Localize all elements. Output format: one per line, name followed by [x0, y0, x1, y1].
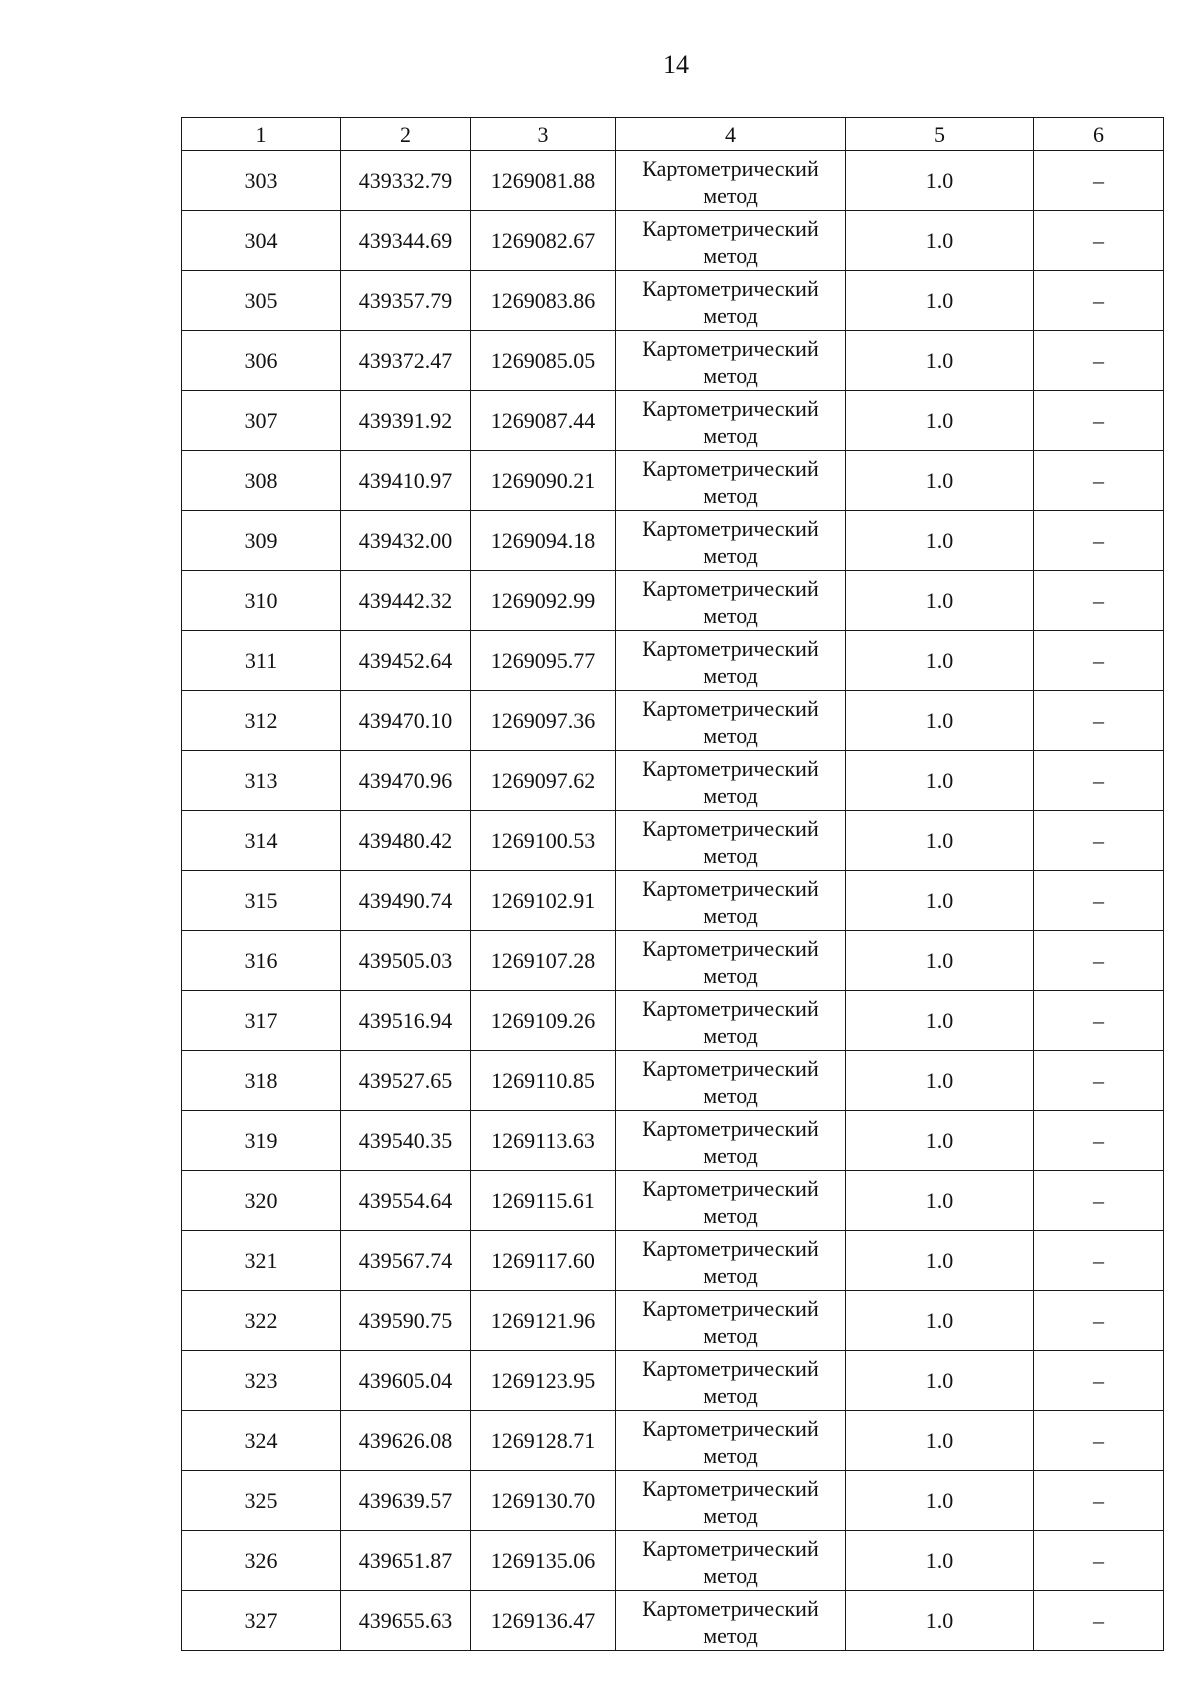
method-cell — [616, 1231, 846, 1291]
table-row — [182, 1111, 1164, 1171]
table-body — [182, 151, 1164, 1651]
coordinate-x-cell: 439344.69 — [341, 211, 471, 271]
method-line-2: метод — [703, 1262, 758, 1288]
method-line-2: метод — [703, 1202, 758, 1228]
header-col-1: 1 — [182, 118, 341, 151]
note-cell: – — [1034, 1411, 1164, 1471]
method-cell — [616, 571, 846, 631]
coordinate-x-cell: 439470.96 — [341, 751, 471, 811]
accuracy-cell: 1.0 — [846, 811, 1034, 871]
method-line-2: метод — [703, 722, 758, 748]
table-row — [182, 751, 1164, 811]
method-line-2: метод — [703, 602, 758, 628]
coordinate-x-cell: 439470.10 — [341, 691, 471, 751]
method-cell — [616, 931, 846, 991]
method-cell — [616, 1351, 846, 1411]
method-cell — [616, 1531, 846, 1591]
method-line-1: Картометрический — [642, 215, 819, 241]
coordinate-x-cell: 439480.42 — [341, 811, 471, 871]
method-line-1: Картометрический — [642, 995, 819, 1021]
coordinate-x-cell: 439410.97 — [341, 451, 471, 511]
coordinate-x-cell: 439490.74 — [341, 871, 471, 931]
accuracy-cell: 1.0 — [846, 1411, 1034, 1471]
point-number-cell: 313 — [182, 751, 341, 811]
method-line-1: Картометрический — [642, 575, 819, 601]
method-line-2: метод — [703, 242, 758, 268]
coordinate-x-cell: 439651.87 — [341, 1531, 471, 1591]
coordinate-y-cell: 1269100.53 — [471, 811, 616, 871]
method-line-2: метод — [703, 1382, 758, 1408]
coordinate-x-cell: 439372.47 — [341, 331, 471, 391]
accuracy-cell: 1.0 — [846, 751, 1034, 811]
accuracy-cell: 1.0 — [846, 991, 1034, 1051]
method-line-2: метод — [703, 1442, 758, 1468]
method-line-1: Картометрический — [642, 1595, 819, 1621]
table-header-row — [182, 118, 1164, 151]
method-line-1: Картометрический — [642, 1115, 819, 1141]
coordinate-x-cell: 439442.32 — [341, 571, 471, 631]
method-line-2: метод — [703, 782, 758, 808]
accuracy-cell: 1.0 — [846, 1051, 1034, 1111]
table-row — [182, 931, 1164, 991]
coordinate-y-cell: 1269115.61 — [471, 1171, 616, 1231]
coordinate-y-cell: 1269092.99 — [471, 571, 616, 631]
coordinate-y-cell: 1269087.44 — [471, 391, 616, 451]
table-row — [182, 691, 1164, 751]
method-line-1: Картометрический — [642, 1415, 819, 1441]
header-col-5: 5 — [846, 118, 1034, 151]
coordinate-x-cell: 439505.03 — [341, 931, 471, 991]
coordinate-x-cell: 439391.92 — [341, 391, 471, 451]
method-line-2: метод — [703, 842, 758, 868]
accuracy-cell: 1.0 — [846, 1531, 1034, 1591]
accuracy-cell: 1.0 — [846, 871, 1034, 931]
method-cell — [616, 211, 846, 271]
method-line-1: Картометрический — [642, 455, 819, 481]
method-line-1: Картометрический — [642, 815, 819, 841]
method-cell — [616, 511, 846, 571]
coordinate-y-cell: 1269085.05 — [471, 331, 616, 391]
coordinate-x-cell: 439432.00 — [341, 511, 471, 571]
method-line-1: Картометрический — [642, 515, 819, 541]
point-number-cell: 305 — [182, 271, 341, 331]
point-number-cell: 312 — [182, 691, 341, 751]
table-row — [182, 1411, 1164, 1471]
method-cell — [616, 1051, 846, 1111]
point-number-cell: 326 — [182, 1531, 341, 1591]
method-line-2: метод — [703, 662, 758, 688]
method-line-2: метод — [703, 302, 758, 328]
note-cell: – — [1034, 871, 1164, 931]
point-number-cell: 319 — [182, 1111, 341, 1171]
table-row — [182, 1171, 1164, 1231]
point-number-cell: 304 — [182, 211, 341, 271]
note-cell: – — [1034, 451, 1164, 511]
coordinate-x-cell: 439357.79 — [341, 271, 471, 331]
note-cell: – — [1034, 1051, 1164, 1111]
coordinate-y-cell: 1269090.21 — [471, 451, 616, 511]
header-col-3: 3 — [471, 118, 616, 151]
method-cell — [616, 811, 846, 871]
note-cell: – — [1034, 151, 1164, 211]
method-line-1: Картометрический — [642, 1295, 819, 1321]
method-cell — [616, 271, 846, 331]
coordinate-x-cell: 439332.79 — [341, 151, 471, 211]
point-number-cell: 311 — [182, 631, 341, 691]
coordinate-x-cell: 439626.08 — [341, 1411, 471, 1471]
method-line-1: Картометрический — [642, 335, 819, 361]
method-cell — [616, 1291, 846, 1351]
note-cell: – — [1034, 1111, 1164, 1171]
table-row — [182, 1531, 1164, 1591]
accuracy-cell: 1.0 — [846, 1231, 1034, 1291]
header-col-4: 4 — [616, 118, 846, 151]
method-cell — [616, 691, 846, 751]
method-cell — [616, 871, 846, 931]
coordinate-x-cell: 439605.04 — [341, 1351, 471, 1411]
table-row — [182, 871, 1164, 931]
table-row — [182, 1471, 1164, 1531]
coordinate-x-cell: 439639.57 — [341, 1471, 471, 1531]
point-number-cell: 323 — [182, 1351, 341, 1411]
coordinate-x-cell: 439567.74 — [341, 1231, 471, 1291]
method-line-2: метод — [703, 1562, 758, 1588]
method-line-2: метод — [703, 182, 758, 208]
coordinate-y-cell: 1269107.28 — [471, 931, 616, 991]
accuracy-cell: 1.0 — [846, 1171, 1034, 1231]
method-line-2: метод — [703, 1502, 758, 1528]
method-line-1: Картометрический — [642, 1475, 819, 1501]
method-line-1: Картометрический — [642, 755, 819, 781]
note-cell: – — [1034, 1471, 1164, 1531]
method-line-2: метод — [703, 1022, 758, 1048]
method-line-1: Картометрический — [642, 395, 819, 421]
method-cell — [616, 451, 846, 511]
note-cell: – — [1034, 211, 1164, 271]
point-number-cell: 320 — [182, 1171, 341, 1231]
accuracy-cell: 1.0 — [846, 1351, 1034, 1411]
method-line-2: метод — [703, 422, 758, 448]
table-row — [182, 1051, 1164, 1111]
point-number-cell: 307 — [182, 391, 341, 451]
coordinate-x-cell: 439540.35 — [341, 1111, 471, 1171]
point-number-cell: 317 — [182, 991, 341, 1051]
note-cell: – — [1034, 1291, 1164, 1351]
point-number-cell: 310 — [182, 571, 341, 631]
accuracy-cell: 1.0 — [846, 1291, 1034, 1351]
method-line-2: метод — [703, 1622, 758, 1648]
method-cell — [616, 1111, 846, 1171]
method-line-1: Картометрический — [642, 275, 819, 301]
accuracy-cell: 1.0 — [846, 631, 1034, 691]
table-row — [182, 1231, 1164, 1291]
point-number-cell: 321 — [182, 1231, 341, 1291]
method-cell — [616, 331, 846, 391]
accuracy-cell: 1.0 — [846, 571, 1034, 631]
method-line-1: Картометрический — [642, 1055, 819, 1081]
method-line-1: Картометрический — [642, 875, 819, 901]
coordinate-y-cell: 1269097.62 — [471, 751, 616, 811]
note-cell: – — [1034, 631, 1164, 691]
method-line-2: метод — [703, 362, 758, 388]
coordinate-y-cell: 1269136.47 — [471, 1591, 616, 1651]
accuracy-cell: 1.0 — [846, 931, 1034, 991]
note-cell: – — [1034, 1171, 1164, 1231]
method-line-2: метод — [703, 902, 758, 928]
point-number-cell: 325 — [182, 1471, 341, 1531]
note-cell: – — [1034, 511, 1164, 571]
method-line-1: Картометрический — [642, 1355, 819, 1381]
method-line-2: метод — [703, 1082, 758, 1108]
coordinate-y-cell: 1269083.86 — [471, 271, 616, 331]
coordinate-y-cell: 1269109.26 — [471, 991, 616, 1051]
table-row — [182, 211, 1164, 271]
accuracy-cell: 1.0 — [846, 511, 1034, 571]
page-number: 14 — [663, 50, 689, 79]
point-number-cell: 316 — [182, 931, 341, 991]
note-cell: – — [1034, 571, 1164, 631]
table-row — [182, 631, 1164, 691]
method-cell — [616, 631, 846, 691]
accuracy-cell: 1.0 — [846, 211, 1034, 271]
coordinate-x-cell: 439516.94 — [341, 991, 471, 1051]
table-row — [182, 391, 1164, 451]
table-row — [182, 1291, 1164, 1351]
coordinate-y-cell: 1269130.70 — [471, 1471, 616, 1531]
point-number-cell: 315 — [182, 871, 341, 931]
method-line-2: метод — [703, 542, 758, 568]
note-cell: – — [1034, 991, 1164, 1051]
method-line-1: Картометрический — [642, 695, 819, 721]
accuracy-cell: 1.0 — [846, 271, 1034, 331]
table-row — [182, 811, 1164, 871]
method-line-1: Картометрический — [642, 155, 819, 181]
note-cell: – — [1034, 1231, 1164, 1291]
method-line-2: метод — [703, 1142, 758, 1168]
point-number-cell: 324 — [182, 1411, 341, 1471]
note-cell: – — [1034, 931, 1164, 991]
coordinate-y-cell: 1269110.85 — [471, 1051, 616, 1111]
method-cell — [616, 391, 846, 451]
note-cell: – — [1034, 1351, 1164, 1411]
method-line-1: Картометрический — [642, 635, 819, 661]
coordinates-table — [181, 117, 1164, 1651]
table-row — [182, 571, 1164, 631]
coordinate-y-cell: 1269128.71 — [471, 1411, 616, 1471]
table-row — [182, 511, 1164, 571]
coordinate-y-cell: 1269117.60 — [471, 1231, 616, 1291]
coordinate-y-cell: 1269081.88 — [471, 151, 616, 211]
accuracy-cell: 1.0 — [846, 391, 1034, 451]
method-line-1: Картометрический — [642, 1175, 819, 1201]
note-cell: – — [1034, 751, 1164, 811]
note-cell: – — [1034, 691, 1164, 751]
point-number-cell: 318 — [182, 1051, 341, 1111]
method-line-2: метод — [703, 482, 758, 508]
method-cell — [616, 151, 846, 211]
table-row — [182, 1591, 1164, 1651]
point-number-cell: 306 — [182, 331, 341, 391]
point-number-cell: 314 — [182, 811, 341, 871]
accuracy-cell: 1.0 — [846, 1111, 1034, 1171]
accuracy-cell: 1.0 — [846, 1591, 1034, 1651]
table-row — [182, 271, 1164, 331]
method-line-1: Картометрический — [642, 935, 819, 961]
note-cell: – — [1034, 1531, 1164, 1591]
coordinate-y-cell: 1269082.67 — [471, 211, 616, 271]
method-line-2: метод — [703, 1322, 758, 1348]
method-line-1: Картометрический — [642, 1535, 819, 1561]
method-cell — [616, 1411, 846, 1471]
accuracy-cell: 1.0 — [846, 451, 1034, 511]
coordinate-y-cell: 1269123.95 — [471, 1351, 616, 1411]
table-row — [182, 151, 1164, 211]
accuracy-cell: 1.0 — [846, 151, 1034, 211]
point-number-cell: 327 — [182, 1591, 341, 1651]
table-row — [182, 1351, 1164, 1411]
coordinate-y-cell: 1269135.06 — [471, 1531, 616, 1591]
method-cell — [616, 1591, 846, 1651]
coordinate-x-cell: 439554.64 — [341, 1171, 471, 1231]
accuracy-cell: 1.0 — [846, 1471, 1034, 1531]
coordinate-y-cell: 1269102.91 — [471, 871, 616, 931]
coordinate-y-cell: 1269094.18 — [471, 511, 616, 571]
coordinate-y-cell: 1269121.96 — [471, 1291, 616, 1351]
coordinate-y-cell: 1269095.77 — [471, 631, 616, 691]
coordinate-x-cell: 439655.63 — [341, 1591, 471, 1651]
table-row — [182, 451, 1164, 511]
point-number-cell: 309 — [182, 511, 341, 571]
method-line-1: Картометрический — [642, 1235, 819, 1261]
coordinate-y-cell: 1269097.36 — [471, 691, 616, 751]
note-cell: – — [1034, 271, 1164, 331]
accuracy-cell: 1.0 — [846, 331, 1034, 391]
method-line-2: метод — [703, 962, 758, 988]
coordinate-x-cell: 439590.75 — [341, 1291, 471, 1351]
point-number-cell: 322 — [182, 1291, 341, 1351]
method-cell — [616, 991, 846, 1051]
header-col-2: 2 — [341, 118, 471, 151]
point-number-cell: 303 — [182, 151, 341, 211]
note-cell: – — [1034, 391, 1164, 451]
coordinate-x-cell: 439527.65 — [341, 1051, 471, 1111]
note-cell: – — [1034, 1591, 1164, 1651]
table-row — [182, 331, 1164, 391]
point-number-cell: 308 — [182, 451, 341, 511]
note-cell: – — [1034, 811, 1164, 871]
method-cell — [616, 751, 846, 811]
note-cell: – — [1034, 331, 1164, 391]
method-cell — [616, 1471, 846, 1531]
coordinate-x-cell: 439452.64 — [341, 631, 471, 691]
accuracy-cell: 1.0 — [846, 691, 1034, 751]
header-col-6: 6 — [1034, 118, 1164, 151]
table-row — [182, 991, 1164, 1051]
coordinate-y-cell: 1269113.63 — [471, 1111, 616, 1171]
method-cell — [616, 1171, 846, 1231]
